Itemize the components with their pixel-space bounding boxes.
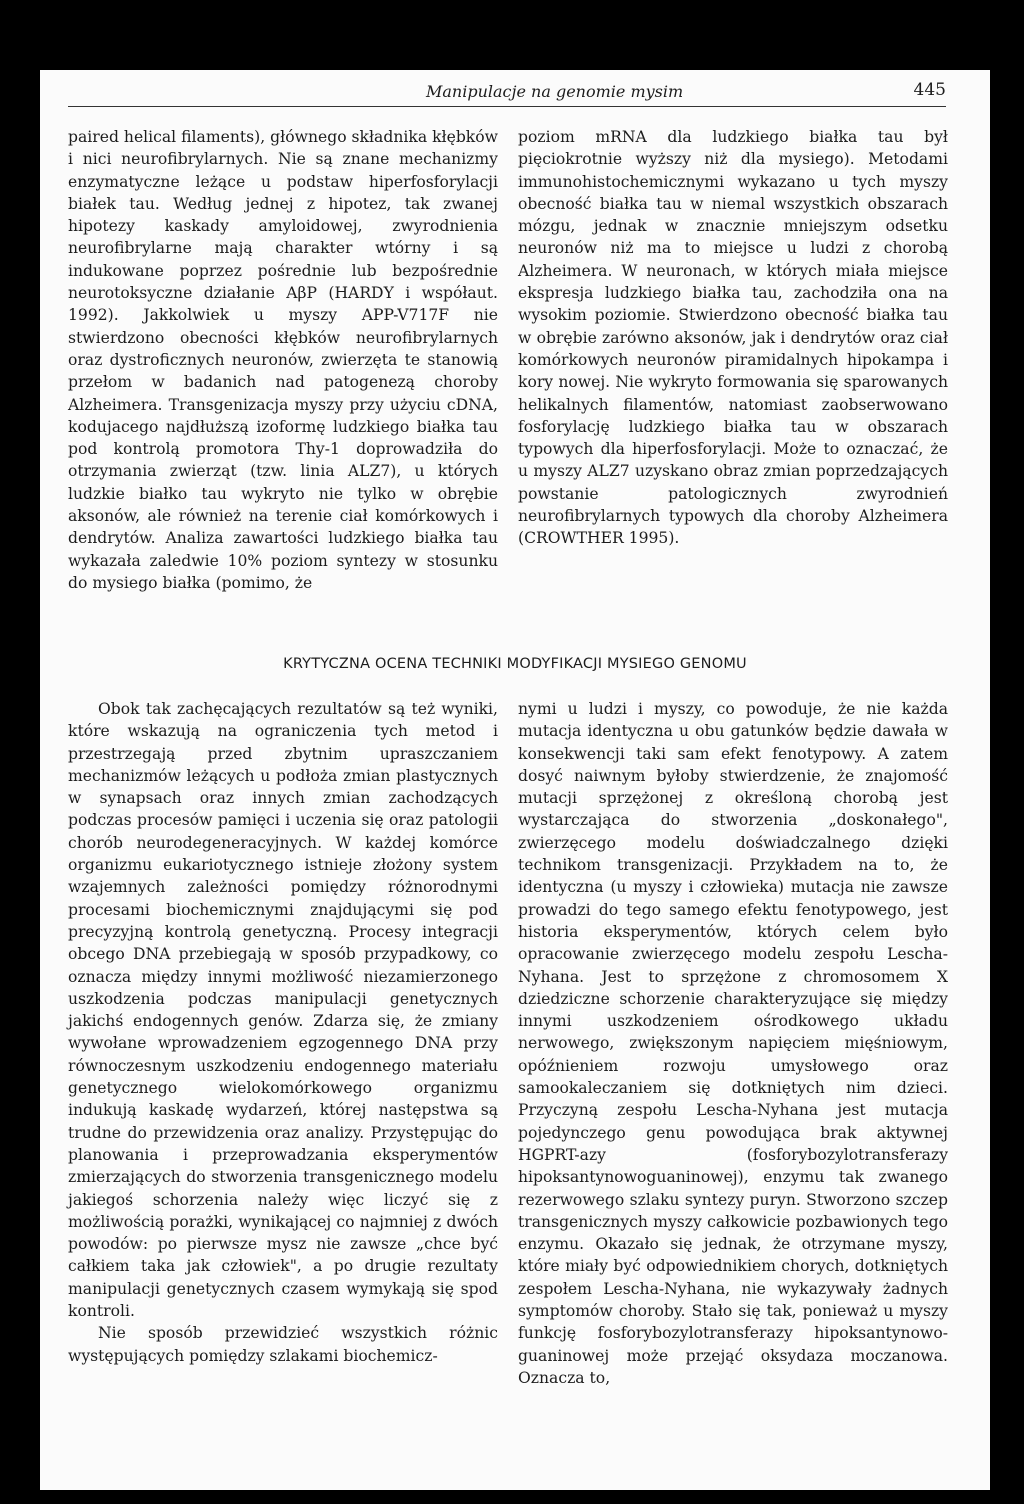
- running-header: [68, 78, 946, 107]
- body-paragraph: paired helical filaments), głównego składnika kłębków i nici neurofibrylarnych. Nie są znane mechanizmy enzymatyczne leżące u podstaw hiperfosforylacji białek tau. Według jednej z hipotez, tak zwanej hipotezy kaskady amyloidowej, zwyrodnienia neurofibrylarne mają charakter wtórny i są indukowane poprzez pośrednie lub bezpośrednie neurotoksyczne działanie AβP (HARDY i współaut. 1992). Jakkolwiek u myszy APP-V717F nie stwierdzono obecności kłębków neurofibrylarnych oraz dystroficznych neuronów, zwierzęta te stanowią przełom w badanich nad patogenezą choroby Alzheimera. Transgenizacja myszy przy użyciu cDNA, kodujacego najdłuższą izoformę ludzkiego białka tau pod kontrolą promotora Thy-1 doprowadziła do otrzymania zwierząt (tzw. linia ALZ7), u których ludzkie białko tau wykryto nie tylko w obrębie aksonów, ale również na terenie ciał komórkowych i dendrytów. Analiza zawartości ludzkiego białka tau wykazała zaledwie 10% poziom syntezy w stosunku do mysiego białka (pomimo, że: [68, 128, 498, 592]
- top-left-column: [68, 126, 498, 594]
- page-number: 445: [913, 80, 946, 100]
- top-right-column: [518, 126, 948, 550]
- body-paragraph: poziom mRNA dla ludzkiego białka tau był pięciokrotnie wyższy niż dla mysiego). Metodami immunohistochemicznymi wykazano u tych myszy obecność białka tau w niemal wszystkich obszarach mózgu, jednak w znacznie mniejszym odsetku neuronów niż ma to miejsce u ludzi z chorobą Alzheimera. W neuronach, w których miała miejsce ekspresja ludzkiego białka tau, zachodziła ona na wysokim poziomie. Stwierdzono obecność białka tau w obrębie zarówno aksonów, jak i dendrytów oraz ciał komórkowych neuronów piramidalnych hipokampa i kory nowej. Nie wykryto formowania się sparowanych helikalnych filamentów, natomiast zaobserwowano fosforylację ludzkiego białka tau w obszarach typowych dla hiperfosforylacji. Może to oznaczać, że u myszy ALZ7 uzyskano obraz zmian poprzedzających powstanie patologicznych zwyrodnień neurofibrylarnych typowych dla choroby Alzheimera (CROWTHER 1995).: [518, 128, 948, 548]
- section-heading: KRYTYCZNA OCENA TECHNIKI MODYFIKACJI MYSIEGO GENOMU: [283, 656, 747, 672]
- bottom-right-column: [518, 698, 948, 1389]
- document-page: [40, 70, 990, 1490]
- running-title: Manipulacje na genomie mysim: [426, 82, 684, 101]
- body-paragraph: Nie sposób przewidzieć wszystkich różnic występujących pomiędzy szlakami biochemicz-: [68, 1324, 498, 1365]
- body-paragraph: nymi u ludzi i myszy, co powoduje, że nie każda mutacja identyczna u obu gatunków będzie dawała w konsekwencji taki sam efekt fenotypowy. A zatem dosyć naiwnym byłoby stwierdzenie, że znajomość mutacji sprzężonej z określoną chorobą jest wystarczająca do stworzenia „doskonałego", zwierzęcego modelu doświadczalnego dzięki technikom transgenizacji. Przykładem na to, że identyczna (u myszy i człowieka) mutacja nie zawsze prowadzi do tego samego efektu fenotypowego, jest historia eksperymentów, których celem było opracowanie zwierzęcego modelu zespołu Lescha-Nyhana. Jest to sprzężone z chromosomem X dziedziczne schorzenie charakteryzujące się między innymi uszkodzeniem ośrodkowego układu nerwowego, zwiększonym napięciem mięśniowym, opóźnieniem rozwoju umysłowego oraz samookaleczaniem się dotkniętych nim dzieci. Przyczyną zespołu Lescha-Nyhana jest mutacja pojedynczego genu powodująca brak aktywnej HGPRT-azy (fosforybozylotransferazy hipoksantynowoguaninowej), enzymu tak zwanego rezerwowego szlaku syntezy puryn. Stworzono szczep transgenicznych myszy całkowicie pozbawionych tego enzymu. Okazało się jednak, że otrzymane myszy, które miały być odpowiednikiem chorych, dotkniętych zespołem Lescha-Nyhana, nie wykazywały żadnych symptomów choroby. Stało się tak, ponieważ u myszy funkcję fosforybozylotransferazy hipoksantynowo-guaninowej może przejąć oksydaza moczanowa. Oznacza to,: [518, 700, 948, 1387]
- bottom-left-column: [68, 698, 498, 1367]
- body-paragraph: Obok tak zachęcających rezultatów są też wyniki, które wskazują na ograniczenia tych metod i przestrzegają przed zbytnim upraszczaniem mechanizmów leżących u podłoża zmian plastycznych w synapsach oraz innych zmian zachodzących podczas procesów pamięci i uczenia się oraz patologii chorób neurodegeneracyjnych. W każdej komórce organizmu eukariotycznego istnieje złożony system wzajemnych zależności pomiędzy różnorodnymi procesami biochemicznymi znajdującymi się pod precyzyjną kontrolą genetyczną. Procesy integracji obcego DNA przebiegają w sposób przypadkowy, co oznacza między innymi możliwość niezamierzonego uszkodzenia podczas manipulacji genetycznych jakichś endogennych genów. Zdarza się, że zmiany wywołane wprowadzeniem egzogennego DNA przy równoczesnym uszkodzeniu endogennego materiału genetycznego wielokomórkowego organizmu indukują kaskadę wydarzeń, której następstwa są trudne do przewidzenia oraz analizy. Przystępując do planowania i przeprowadzania eksperymentów zmierzających do stworzenia transgenicznego modelu jakiegoś schorzenia należy więc liczyć się z możliwością porażki, wynikającej co najmniej z dwóch powodów: po pierwsze mysz nie zawsze „chce być całkiem taka jak człowiek", a po drugie rezultaty manipulacji genetycznych czasem wymykają się spod kontroli.: [68, 700, 498, 1321]
